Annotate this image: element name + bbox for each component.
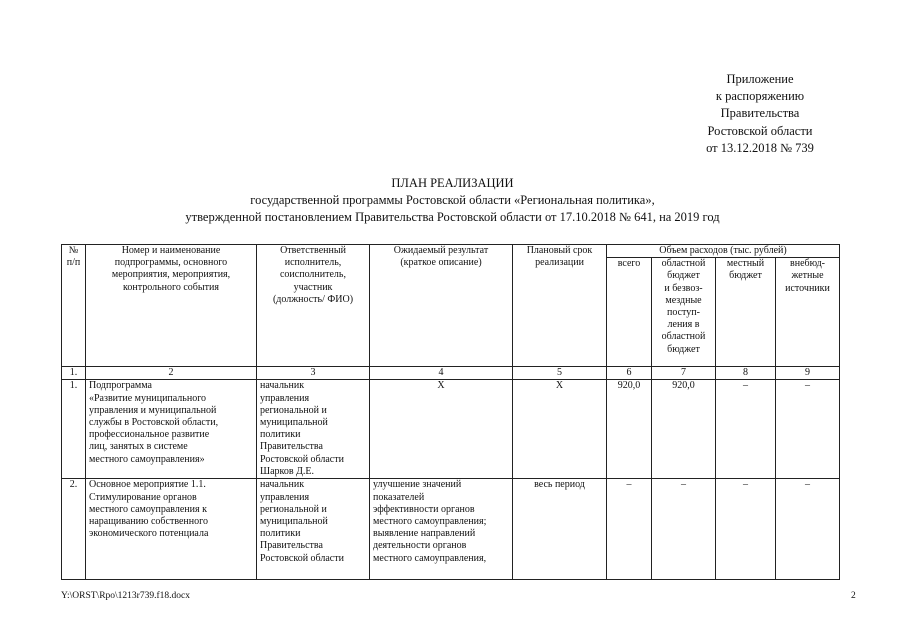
title-line-3: утвержденной постановлением Правительства Ростовской области от 17.10.2018 № 641, на 2019 год (185, 210, 720, 224)
column-number: 2 (86, 367, 257, 380)
column-number: 3 (257, 367, 370, 380)
footer-file-path: Y:\ORST\Rpo\1213r739.f18.docx (61, 591, 190, 601)
footer-page-number: 2 (851, 591, 856, 601)
title-line-2: государственной программы Ростовской области «Региональная политика», (250, 193, 655, 207)
row-name: Основное мероприятие 1.1. Стимулирование органов местного самоуправления к наращиванию собственного экономического потенциала (86, 479, 257, 580)
appendix-line: Правительства (720, 106, 800, 121)
header-total: всего (607, 258, 652, 367)
appendix-line: от 13.12.2018 № 739 (706, 140, 814, 155)
appendix-block (640, 71, 880, 157)
row-name: Подпрограмма «Развитие муниципального управления и муниципальной службы в Ростовской области, профессиональное развитие лиц, занятых в системе местного самоуправления» (86, 380, 257, 479)
header-row (62, 245, 840, 258)
column-number: 4 (370, 367, 513, 380)
column-number: 8 (716, 367, 776, 380)
column-number: 1. (62, 367, 86, 380)
column-number: 7 (652, 367, 716, 380)
header-expenses: Объем расходов (тыс. рублей) (607, 245, 840, 258)
appendix-line: к распоряжению (715, 89, 805, 104)
title-line-1: ПЛАН РЕАЛИЗАЦИИ (391, 176, 514, 190)
row-local: – (716, 380, 776, 479)
table-row (62, 479, 840, 580)
row-term: весь период (513, 479, 607, 580)
column-number: 5 (513, 367, 607, 380)
header-result: Ожидаемый результат (краткое описание) (370, 245, 513, 367)
column-number: 9 (776, 367, 840, 380)
row-term: Х (513, 380, 607, 479)
appendix-line: Приложение (726, 72, 794, 86)
row-num: 1. (62, 380, 86, 479)
row-extra: – (776, 479, 840, 580)
row-regional: 920,0 (652, 380, 716, 479)
header-local: местный бюджет (716, 258, 776, 367)
row-total: 920,0 (607, 380, 652, 479)
row-local: – (716, 479, 776, 580)
row-total: – (607, 479, 652, 580)
header-regional: областной бюджет и безвоз- мездные поступ- ления в областной бюджет (652, 258, 716, 367)
row-regional: – (652, 479, 716, 580)
header-extra: внебюд- жетные источники (776, 258, 840, 367)
row-extra: – (776, 380, 840, 479)
plan-table (61, 244, 840, 580)
header-executor: Ответственный исполнитель, соисполнитель, участник (должность/ ФИО) (257, 245, 370, 367)
column-number: 6 (607, 367, 652, 380)
row-result: улучшение значений показателей эффективности органов местного самоуправления; выявление направлений деятельности органов местного самоуправления, (370, 479, 513, 580)
document-title (0, 175, 905, 226)
header-num: № п/п (62, 245, 86, 367)
column-numbers-row (62, 367, 840, 380)
row-executor: начальник управления региональной и муниципальной политики Правительства Ростовской области Шарков Д.Е. (257, 380, 370, 479)
table-row (62, 380, 840, 479)
row-result: Х (370, 380, 513, 479)
header-term: Плановый срок реализации (513, 245, 607, 367)
header-name: Номер и наименование подпрограммы, основного мероприятия, мероприятия, контрольного события (86, 245, 257, 367)
row-num: 2. (62, 479, 86, 580)
appendix-line: Ростовской области (707, 123, 813, 138)
row-executor: начальник управления региональной и муниципальной политики Правительства Ростовской области (257, 479, 370, 580)
